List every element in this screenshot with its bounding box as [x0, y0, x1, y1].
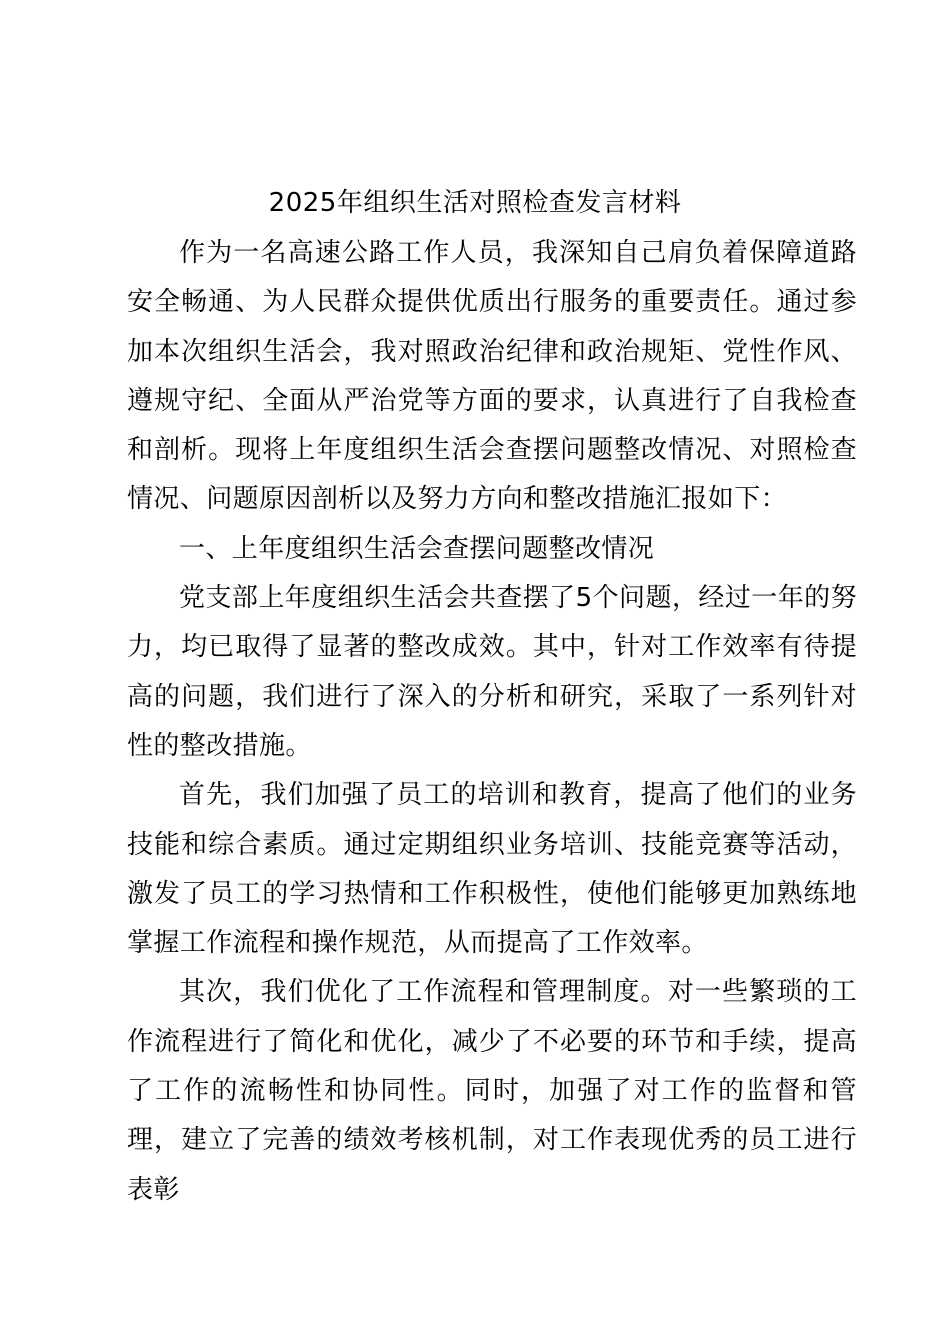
- paragraph-process-optimization: 其次，我们优化了工作流程和管理制度。对一些繁琐的工作流程进行了简化和优化，减少了不必要的环节和手续，提高了工作的流畅性和协同性。同时，加强了对工作的监督和管理，建立了完善的绩效考核机制，对工作表现优秀的员工进行表彰: [127, 977, 857, 1205]
- paragraph-rectification-summary: 党支部上年度组织生活会共查摆了5个问题，经过一年的努力，均已取得了显著的整改成效。其中，针对工作效率有待提高的问题，我们进行了深入的分析和研究，采取了一系列针对性的整改措施。: [127, 583, 857, 761]
- section-heading-1: 一、上年度组织生活会查摆问题整改情况: [179, 533, 655, 564]
- paragraph-training: 首先，我们加强了员工的培训和教育，提高了他们的业务技能和综合素质。通过定期组织业务培训、技能竞赛等活动，激发了员工的学习热情和工作积极性，使他们能够更加熟练地掌握工作流程和操作规范，从而提高了工作效率。: [127, 780, 857, 959]
- document-body: [127, 229, 857, 1215]
- document-title: 2025年组织生活对照检查发言材料: [268, 188, 682, 218]
- paragraph-intro: 作为一名高速公路工作人员，我深知自己肩负着保障道路安全畅通、为人民群众提供优质出行服务的重要责任。通过参加本次组织生活会，我对照政治纪律和政治规矩、党性作风、遵规守纪、全面从严治党等方面的要求，认真进行了自我检查和剖析。现将上年度组织生活会查摆问题整改情况、对照检查情况、问题原因剖析以及努力方向和整改措施汇报如下：: [127, 238, 857, 515]
